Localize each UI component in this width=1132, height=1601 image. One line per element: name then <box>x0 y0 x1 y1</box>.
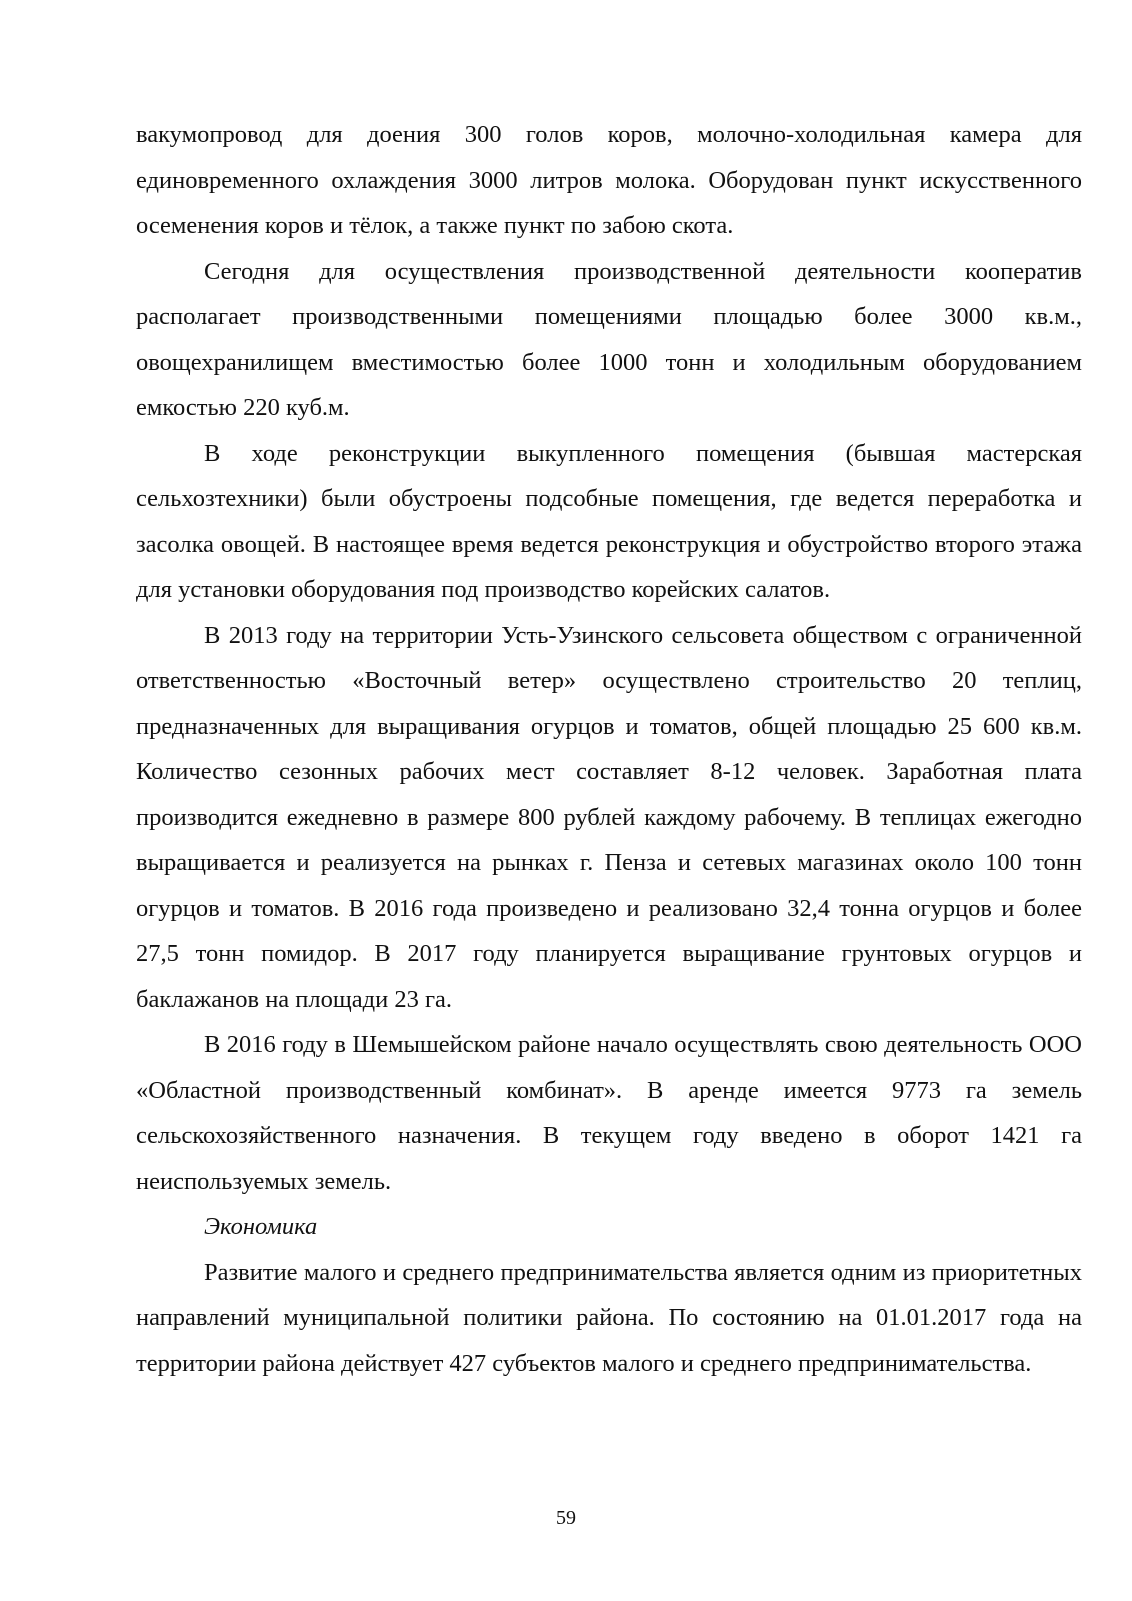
section-heading: Экономика <box>204 1213 318 1240</box>
page-body <box>136 112 1082 1386</box>
paragraph-combine: В 2016 году в Шемышейском районе начало осуществлять свою деятельность ООО «Областной производственный комбинат». В аренде имеется 9773 га земель сельскохозяйственного назначения. В текущем году введено в оборот 1421 га неиспользуемых земель. <box>136 1031 1082 1195</box>
paragraph-small-business: Развитие малого и среднего предпринимательства является одним из приоритетных направлений муниципальной политики района. По состоянию на 01.01.2017 года на территории района действует 427 субъектов малого и среднего предпринимательства. <box>136 1258 1082 1377</box>
page-number: 59 <box>556 1507 576 1529</box>
paragraph-greenhouses: В 2013 году на территории Усть-Узинского сельсовета обществом с ограниченной ответственностью «Восточный ветер» осуществлено строительство 20 теплиц, предназначенных для выращивания огурцов и томатов, общей площадью 25 600 кв.м. Количество сезонных рабочих мест составляет 8-12 человек. Заработная плата производится ежедневно в размере 800 рублей каждому рабочему. В теплицах ежегодно выращивается и реализуется на рынках г. Пенза и сетевых магазинах около 100 тонн огурцов и томатов. В 2016 года произведено и реализовано 32,4 тонна огурцов и более 27,5 тонн помидор. В 2017 году планируется выращивание грунтовых огурцов и баклажанов на площади 23 га. <box>136 621 1082 1013</box>
paragraph-reconstruction: В ходе реконструкции выкупленного помещения (бывшая мастерская сельхозтехники) были обустроены подсобные помещения, где ведется переработка и засолка овощей. В настоящее время ведется реконструкция и обустройство второго этажа для установки оборудования под производство корейских салатов. <box>136 439 1082 603</box>
paragraph-continuation: вакумопровод для доения 300 голов коров, молочно-холодильная камера для единовременного охлаждения 3000 литров молока. Оборудован пункт искусственного осеменения коров и тёлок, а также пункт по забою скота. <box>136 121 1082 239</box>
paragraph-premises: Сегодня для осуществления производственной деятельности кооператив располагает производственными помещениями площадью более 3000 кв.м., овощехранилищем вместимостью более 1000 тонн и холодильным оборудованием емкостью 220 куб.м. <box>136 257 1082 421</box>
